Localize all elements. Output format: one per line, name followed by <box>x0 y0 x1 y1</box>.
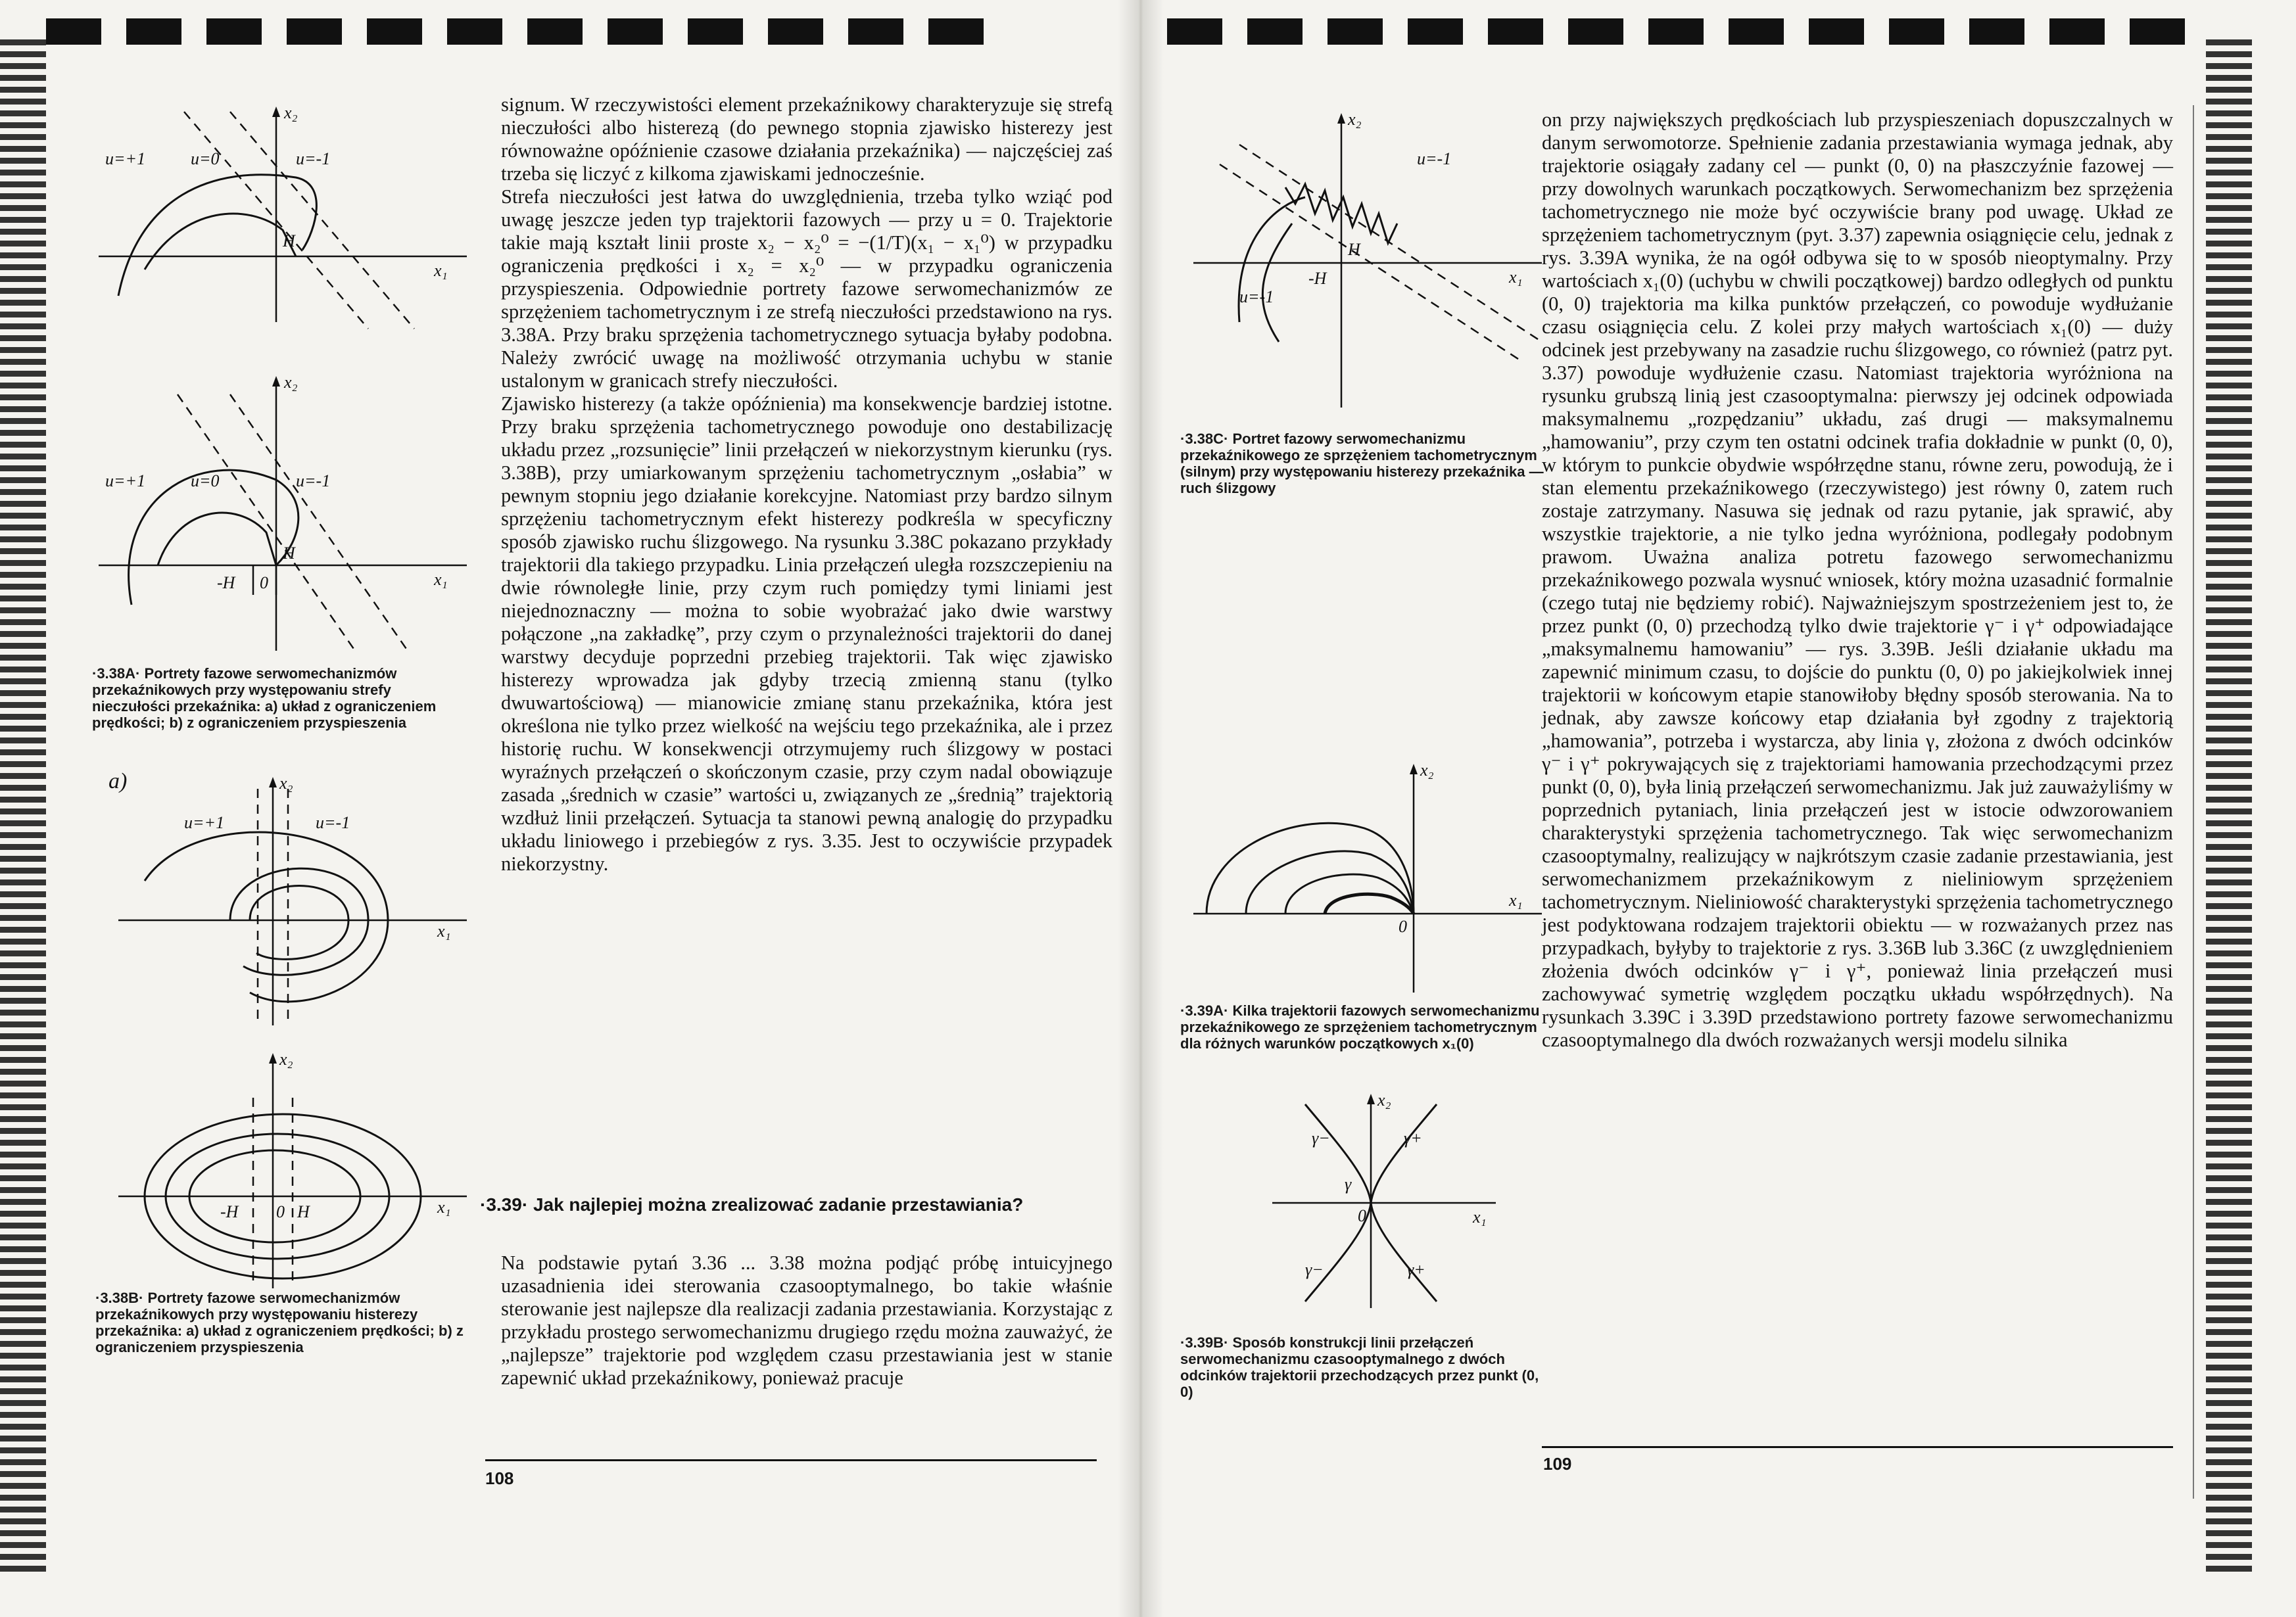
right-footer-rule <box>1542 1446 2173 1448</box>
top-marks-left <box>46 18 984 45</box>
left-footer-rule <box>485 1459 1097 1461</box>
right-page <box>1141 0 2296 1617</box>
fig339B-zero-label: 0 <box>1358 1206 1366 1225</box>
fig338A-a-uminus-label: u=-1 <box>296 149 331 168</box>
fig338B-b-x2-label: x₂ <box>279 1050 293 1069</box>
fig339B-gminus-top-label: γ− <box>1312 1129 1330 1148</box>
fig338C-caption: ·3.38C· Portret fazowy serwomechanizmu przekaźnikowego ze sprzężeniem tachometrycznym (silnym) przy występowaniu histerezy przekaźnika — ruch ślizgowy <box>1180 431 1544 496</box>
fig338A-b-uplus-label: u=+1 <box>105 471 146 490</box>
fig338C-uminus-label: u=-1 <box>1417 149 1452 168</box>
figure-338B-a <box>105 769 473 1032</box>
right-margin-line <box>2193 105 2194 1499</box>
fig338A-b-uzero-label: u=0 <box>191 471 220 490</box>
right-scan-edge <box>2206 39 2252 1578</box>
fig338A-b-x1-label: x₁ <box>434 570 448 589</box>
left-page-number: 108 <box>485 1468 514 1488</box>
fig338A-a-H-label: H <box>283 231 295 250</box>
fig338A-a-x2-label: x₂ <box>284 103 298 122</box>
fig338C-x2-label: x₂ <box>1348 110 1362 129</box>
left-body-paragraph-2: Strefa nieczułości jest łatwa do uwzględnienia, trzeba tylko wziąć pod uwagę jeszcze jeden typ trajektorii fazowych — przy u = 0. Trajektorie takie mają kształt linii proste x₂ − x₂⁰ = −(1/T)(x₁ − x₁⁰) w przypadku ograniczenia prędkości i x₂ = x₂⁰ — w przypadku ograniczenia przyspieszenia. Odpowiednie portrety fazowe serwomechanizmów ze sprzężeniem tachometrycznym i ze strefą nieczułości przedstawiono na rys. 3.38A. Przy braku sprzężenia tachometrycznego sytuacja byłaby podobna. Należy zwrócić uwagę na możliwość otrzymania uchybu w stanie ustalonym w granicach strefy nieczułości. <box>501 185 1112 392</box>
fig338C-uminus2-label: u=-1 <box>1239 287 1274 306</box>
figure-339A <box>1180 756 1548 999</box>
right-body-text <box>1542 108 2173 1052</box>
fig338B-a-x2-label: x₂ <box>279 774 293 793</box>
fig338A-b-H-label: H <box>283 544 295 563</box>
fig338A-a-x1-label: x₁ <box>434 261 448 280</box>
fig339B-gmid-label: γ <box>1345 1175 1352 1194</box>
section-339-paragraph: Na podstawie pytań 3.36 ... 3.38 można podjąć próbę intuicyjnego uzasadnienia idei sterowania czasooptymalnego, bo takie właśnie sterowanie jest najlepsze dla realizacji zadania przestawiania. Korzystając z przykładu prostego serwomechanizmu drugiego rzędu można zauważyć, że „najlepsze” trajektorie pod względem czasu przestawiania jest w stanie zapewnić układ przekaźnikowy, ponieważ pracuje <box>501 1252 1112 1389</box>
figure-338A-b <box>79 368 473 657</box>
fig338B-label-a: a) <box>108 769 128 793</box>
figure-338C <box>1180 105 1548 414</box>
fig338B-a-uplus-label: u=+1 <box>184 813 225 832</box>
figure-338B-b <box>105 1045 473 1295</box>
fig338B-a-uminus-label: u=-1 <box>316 813 350 832</box>
top-marks-right <box>1167 18 2185 45</box>
fig338A-b-uminus-label: u=-1 <box>296 471 331 490</box>
fig339B-gplus-bot-label: γ+ <box>1407 1260 1425 1279</box>
fig339B-x2-label: x₂ <box>1377 1090 1391 1110</box>
fig338A-a-uplus-label: u=+1 <box>105 149 146 168</box>
fig339B-gplus-top-label: γ+ <box>1404 1129 1422 1148</box>
fig339B-x1-label: x₁ <box>1473 1207 1487 1227</box>
fig338B-a-x1-label: x₁ <box>437 922 451 941</box>
left-scan-edge <box>0 39 46 1578</box>
section-heading-339 <box>480 1194 1111 1215</box>
left-body-paragraph-3: Zjawisko histerezy (a także opóźnienia) ma konsekwencje bardziej istotne. Przy braku sprzężenia tachometrycznego powoduje ono destabilizację układu przez „rozsunięcie” linii przełączeń w niekorzystnym kierunku (rys. 3.38B), przy umiarkowanym sprzężeniu tachometrycznym „osłabia” w pewnym stopniu jego działanie korekcyjne. Natomiast przy bardzo silnym sprzężeniu tachometrycznym efekt histerezy podkreśla w specyficzny sposób zjawisko ruchu ślizgowego. Na rysunku 3.38C pokazano przykłady trajektorii dla takiego przypadku. Linia przełączeń uległa rozszczepieniu na dwie równoległe linie, przy czym ruch pomiędzy tymi liniami jest niejednoznaczny — można to sobie wyobrażać jako dwie warstwy połączone „na zakładkę”, przy czym o przynależności trajektorii do danej warstwy decyduje poprzedni przebieg trajektorii. Tak więc zjawisko histerezy wprowadza jak gdyby trzecią zmienną stanu (tylko dwuwartościową) — mianowicie zmianę stanu przekaźnika, która jest określona nie tylko przez wielkość na wejściu tego przekaźnika, ale i przez historię ruchu. W konsekwencji otrzymujemy ruch ślizgowy w postaci wyraźnych przełączeń o skończonym czasie, przy czym nadal obowiązuje zasada „średnich w czasie” wartości u, związanych ze „średnią” trajektorią wzdłuż linii przełączeń. Sytuacja ta stanowi pewną analogię do przypadku układu liniowego i przebiegów z rys. 3.35. Jest to oczywiście przypadek niekorzystny. <box>501 392 1112 875</box>
fig338B-b-H-label: H <box>297 1202 310 1221</box>
fig339B-caption: ·3.39B· Sposób konstrukcji linii przełączeń serwomechanizmu czasooptymalnego z dwóch odcinków trajektorii przechodzących przez punkt (0, 0) <box>1180 1334 1539 1400</box>
fig339A-zero-label: 0 <box>1399 917 1407 936</box>
left-page <box>0 0 1141 1617</box>
fig338A-caption: ·3.38A· Portrety fazowe serwomechanizmów przekaźnikowych przy występowaniu strefy nieczułości przekaźnika: a) układ z ograniczeniem prędkości; b) z ograniczeniem przyspieszenia <box>92 665 437 731</box>
fig338C-negH-label: -H <box>1308 269 1327 288</box>
right-body-paragraph: on przy największych prędkościach lub przyspieszeniach dopuszczalnych w danym serwomotorze. Spełnienie zadania przestawiania wymaga jednak, aby trajektorie osiągały zadany cel — punkt (0, 0) na płaszczyźnie fazowej — przy dowolnych warunkach początkowych. Serwomechanizm bez sprzężenia tachometrycznego nie może być oczywiście brany pod uwagę. Układ ze sprzężeniem tachometrycznym (pyt. 3.37) zapewnia osiągnięcie celu, jednak z rys. 3.39A wynika, że na ogół odbywa się to w sposób nieoptymalny. Przy wartościach x₁(0) (uchybu w chwili początkowej) bardzo odległych od punktu (0, 0) trajektoria ma kilka punktów przełączeń, co powoduje wydłużanie czasu osiągnięcia celu. Z kolei przy małych wartościach x₁(0) — duży odcinek jest przebywany na zasadzie ruchu ślizgowego, co również (patrz pyt. 3.37) powoduje wydłużenie czasu. Natomiast trajektoria wyróżniona na rysunku grubszą linią jest czasooptymalna: pierwszy jej odcinek odpowiada maksymalnemu „rozpędzaniu” układu, zaś drugi — maksymalnemu „hamowaniu”, przy czym ten ostatni odcinek trafia dokładnie w punkt (0, 0), w którym to punkcie obydwie współrzędne stanu, równe zeru, powodują, że i stan elementu przekaźnikowego (rzeczywistego) jest równy 0, zatem ruch zostaje zatrzymany. Nasuwa się jednak od razu pytanie, jak sprawić, aby wszystkie trajektorie, a nie tylko jedna wyróżniona, podlegały podobnym prawom. Uważna analiza potretu fazowego serwomechanizmu przekaźnikowego pozwala wysnuć wniosek, który można uzasadnić formalnie (czego tutaj nie będziemy robić). Najważniejszym spostrzeżeniem jest to, że przez punkt (0, 0) przechodzą tylko dwie trajektorie γ⁻ i γ⁺ odpowiadające „maksymalnemu hamowaniu” — rys. 3.39B. Jeśli działanie układu ma zapewnić minimum czasu, to dojście do punktu (0, 0) po jakiejkolwiek innej trajektorii w końcowym etapie stanowiłoby błędny sposób sterowania. Na to jednak, aby zawsze końcowy etap działania był zgodny z trajektorią „hamowania”, potrzeba i wystarcza, aby linia γ, złożona z dwóch odcinków γ⁻ i γ⁺ pokrywających się z trajektoriami hamowania przechodzącymi przez punkt (0, 0), była linią przełączeń serwomechanizmu. Jak już zauważyliśmy w poprzednich pytaniach, linia przełączeń jest w istocie odwzorowaniem charakterystyki sprzężenia tachometrycznego. Tak więc serwomechanizm czasooptymalny, realizujący w najkrótszym czasie zadanie przestawiania, jest serwomechanizmem przekaźnikowym z nieliniowym sprzężeniem tachometrycznym. Nieliniowość charakterystyki sprzężenia tachometrycznego jest podyktowana rodzajem trajektorii obiektu — w rozważanych przez nas przypadkach, byłyby to trajektorie z rys. 3.36B lub 3.36C (z uwzględnieniem złożenia dwóch odcinków γ⁻ i γ⁺, ponieważ linia przełączeń musi zachowywać symetrię względem początku układu współrzędnych). Na rysunkach 3.39C i 3.39D przedstawiono portrety fazowe serwomechanizmu czasooptymalnego dla dwóch rozważanych wersji modelu silnika <box>1542 108 2173 1051</box>
fig339A-x2-label: x₂ <box>1420 761 1434 780</box>
left-body-paragraph-1: signum. W rzeczywistości element przekaźnikowy charakteryzuje się strefą nieczułości albo histerezą (do pewnego stopnia zjawisko histerezy jest równoważne opóźnienie czasowe działania przekaźnika) — najczęściej zaś trzeba się liczyć z kilkoma zjawiskami jednocześnie. <box>501 93 1112 185</box>
fig338C-H-label: H <box>1348 240 1360 259</box>
section-339-text <box>501 1252 1112 1390</box>
fig339A-caption: ·3.39A· Kilka trajektorii fazowych serwomechanizmu przekaźnikowego ze sprzężeniem tachometrycznym dla różnych warunków początkowych x₁(0) <box>1180 1002 1540 1052</box>
figure-339B <box>1246 1091 1509 1315</box>
section-number: ·3.39· <box>480 1194 529 1215</box>
fig339B-gminus-bot-label: γ− <box>1305 1260 1324 1279</box>
fig338A-a-uzero-label: u=0 <box>191 149 220 168</box>
fig338B-caption: ·3.38B· Portrety fazowe serwomechanizmów przekaźnikowych przy występowaniu histerezy przekaźnika: a) układ z ograniczeniem prędkości; b) z ograniczeniem przyspieszenia <box>95 1290 464 1355</box>
fig339A-x1-label: x₁ <box>1509 891 1523 910</box>
left-body-text <box>501 93 1112 876</box>
fig338B-b-x1-label: x₁ <box>437 1198 451 1217</box>
section-title: Jak najlepiej można zrealizować zadanie przestawiania? <box>533 1194 1024 1215</box>
fig338A-b-zero-label: 0 <box>260 573 268 592</box>
fig338B-b-zero-label: 0 <box>276 1202 285 1221</box>
fig338C-x1-label: x₁ <box>1509 268 1523 287</box>
figure-338A-a <box>79 99 473 335</box>
fig338A-b-negH-label: -H <box>217 573 235 592</box>
fig338B-b-negH-label: -H <box>220 1202 239 1221</box>
right-page-number: 109 <box>1543 1454 1572 1474</box>
fig338A-b-x2-label: x₂ <box>284 373 298 392</box>
